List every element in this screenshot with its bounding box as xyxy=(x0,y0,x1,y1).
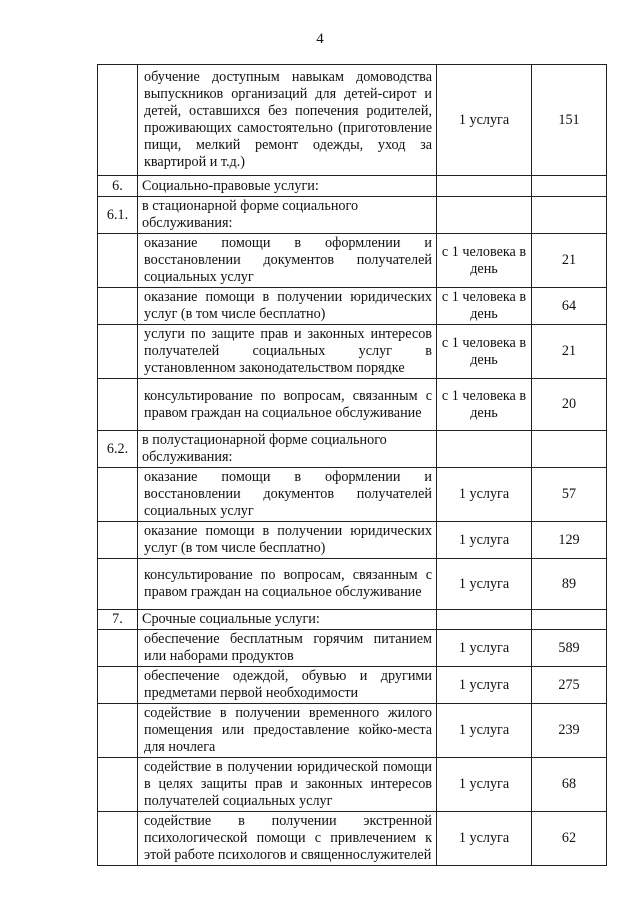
unit-cell: с 1 человека в день xyxy=(437,234,532,288)
row-number-cell xyxy=(98,559,138,610)
price-cell: 239 xyxy=(532,704,607,758)
table-row xyxy=(98,379,607,431)
row-number-cell xyxy=(98,234,138,288)
row-number-cell: 6.1. xyxy=(98,197,138,234)
page-number: 4 xyxy=(316,31,324,47)
row-number-cell xyxy=(98,288,138,325)
price-cell: 589 xyxy=(532,630,607,667)
services-price-table xyxy=(97,64,607,866)
price-cell xyxy=(532,610,607,630)
service-name-cell: оказание помощи в оформлении и восстановлении документов получателей социальных услуг xyxy=(138,234,437,288)
table-row xyxy=(98,559,607,610)
service-name-cell: в полустационарной форме социального обслуживания: xyxy=(138,431,437,468)
unit-cell xyxy=(437,431,532,468)
table-section-row xyxy=(98,610,607,630)
row-number-cell xyxy=(98,812,138,866)
service-name-cell: содействие в получении временного жилого помещения или предоставление койко-места для ночлега xyxy=(138,704,437,758)
service-name-cell: в стационарной форме социального обслуживания: xyxy=(138,197,437,234)
price-cell: 57 xyxy=(532,468,607,522)
service-name-cell: содействие в получении юридической помощи в целях защиты прав и законных интересов получателей социальных услуг xyxy=(138,758,437,812)
table-section-row xyxy=(98,176,607,197)
row-number-cell xyxy=(98,667,138,704)
unit-cell: 1 услуга xyxy=(437,522,532,559)
price-cell xyxy=(532,197,607,234)
service-name-cell: обучение доступным навыкам домоводства выпускников организаций для детей-сирот и детей, оставшихся без попечения родителей, проживающих самостоятельно (приготовление пищи, мелкий ремонт одежды, уход за квартирой и т.д.) xyxy=(138,65,437,176)
price-cell: 64 xyxy=(532,288,607,325)
row-number-cell xyxy=(98,704,138,758)
unit-cell: 1 услуга xyxy=(437,468,532,522)
service-name-cell: оказание помощи в получении юридических услуг (в том числе бесплатно) xyxy=(138,288,437,325)
row-number-cell: 6. xyxy=(98,176,138,197)
service-name-cell: Срочные социальные услуги: xyxy=(138,610,437,630)
table-row xyxy=(98,522,607,559)
unit-cell: 1 услуга xyxy=(437,65,532,176)
price-cell xyxy=(532,431,607,468)
row-number-cell: 6.2. xyxy=(98,431,138,468)
table-row xyxy=(98,758,607,812)
unit-cell: 1 услуга xyxy=(437,559,532,610)
row-number-cell xyxy=(98,468,138,522)
service-name-cell: услуги по защите прав и законных интересов получателей социальных услуг в установленном законодательством порядке xyxy=(138,325,437,379)
price-cell: 21 xyxy=(532,325,607,379)
price-cell: 20 xyxy=(532,379,607,431)
table-section-row xyxy=(98,431,607,468)
service-name-cell: содействие в получении экстренной психологической помощи с привлечением к этой работе психологов и священнослужителей xyxy=(138,812,437,866)
row-number-cell: 7. xyxy=(98,610,138,630)
unit-cell: с 1 человека в день xyxy=(437,325,532,379)
service-name-cell: консультирование по вопросам, связанным с правом граждан на социальное обслуживание xyxy=(138,379,437,431)
unit-cell: 1 услуга xyxy=(437,758,532,812)
unit-cell: 1 услуга xyxy=(437,812,532,866)
price-cell xyxy=(532,176,607,197)
table-row xyxy=(98,704,607,758)
table-row xyxy=(98,667,607,704)
table-row xyxy=(98,812,607,866)
row-number-cell xyxy=(98,758,138,812)
unit-cell: 1 услуга xyxy=(437,630,532,667)
table-row xyxy=(98,288,607,325)
price-cell: 275 xyxy=(532,667,607,704)
table-row xyxy=(98,630,607,667)
table-row xyxy=(98,65,607,176)
row-number-cell xyxy=(98,65,138,176)
unit-cell: 1 услуга xyxy=(437,704,532,758)
price-cell: 68 xyxy=(532,758,607,812)
table-row xyxy=(98,468,607,522)
service-name-cell: обеспечение бесплатным горячим питанием или наборами продуктов xyxy=(138,630,437,667)
unit-cell xyxy=(437,176,532,197)
unit-cell xyxy=(437,197,532,234)
price-cell: 151 xyxy=(532,65,607,176)
unit-cell: 1 услуга xyxy=(437,667,532,704)
price-cell: 89 xyxy=(532,559,607,610)
price-cell: 129 xyxy=(532,522,607,559)
table-row xyxy=(98,234,607,288)
service-name-cell: консультирование по вопросам, связанным с правом граждан на социальное обслуживание xyxy=(138,559,437,610)
unit-cell xyxy=(437,610,532,630)
row-number-cell xyxy=(98,325,138,379)
row-number-cell xyxy=(98,630,138,667)
price-cell: 21 xyxy=(532,234,607,288)
row-number-cell xyxy=(98,522,138,559)
unit-cell: с 1 человека в день xyxy=(437,379,532,431)
service-name-cell: оказание помощи в оформлении и восстановлении документов получателей социальных услуг xyxy=(138,468,437,522)
service-name-cell: оказание помощи в получении юридических услуг (в том числе бесплатно) xyxy=(138,522,437,559)
table-section-row xyxy=(98,197,607,234)
price-cell: 62 xyxy=(532,812,607,866)
unit-cell: с 1 человека в день xyxy=(437,288,532,325)
service-name-cell: Социально-правовые услуги: xyxy=(138,176,437,197)
row-number-cell xyxy=(98,379,138,431)
service-name-cell: обеспечение одеждой, обувью и другими предметами первой необходимости xyxy=(138,667,437,704)
table-row xyxy=(98,325,607,379)
